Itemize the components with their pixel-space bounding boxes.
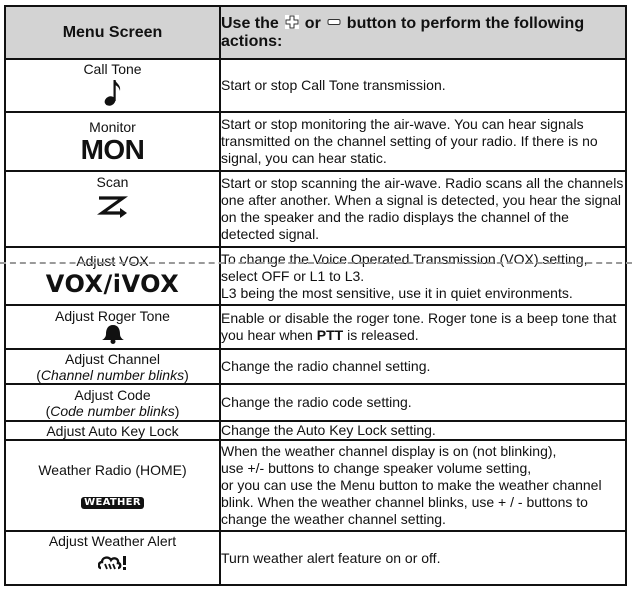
action-text: Enable or disable the roger tone. Roger tone is a beep tone that you hear when (221, 310, 617, 343)
paren: ( (36, 366, 41, 383)
mon-display-icon: MON (80, 133, 145, 165)
action-line: use +/- buttons to change speaker volume setting, (221, 460, 532, 476)
action-cell (220, 305, 626, 349)
action-line: L3 being the most sensitive, use it in quiet environments. (221, 284, 573, 301)
menu-screen-cell (5, 247, 220, 305)
header-row (5, 6, 626, 59)
row-label: Weather Radio (HOME) (38, 462, 187, 478)
action-cell: Turn weather alert feature on or off. (220, 531, 626, 585)
table-row (5, 421, 626, 440)
paren: ) (174, 402, 180, 419)
table-row (5, 247, 626, 305)
action-cell: Change the radio code setting. (220, 384, 626, 421)
menu-screen-cell (5, 440, 220, 531)
action-cell: Change the Auto Key Lock setting. (220, 421, 626, 440)
minus-button-icon (327, 15, 341, 29)
row-sublabel (6, 403, 219, 419)
table-row (5, 384, 626, 421)
action-cell (220, 247, 626, 305)
menu-screen-cell: Adjust Auto Key Lock (5, 421, 220, 440)
header-actions (220, 6, 626, 59)
sublabel-italic: Code number blinks (50, 402, 175, 419)
weather-badge-icon: WEATHER (81, 497, 144, 509)
row-label: Adjust Code (74, 386, 151, 403)
table-row (5, 531, 626, 585)
paren: ) (184, 366, 189, 383)
menu-table (4, 5, 627, 586)
action-cell: Start or stop Call Tone transmission. (220, 59, 626, 112)
row-label: Scan (96, 174, 129, 190)
music-note-icon (104, 77, 122, 110)
action-text: is released. (347, 327, 419, 343)
menu-screen-cell (5, 531, 220, 585)
action-line: To change the Voice Operated Transmission (VOX) setting, select OFF or L1 to L3. (221, 250, 588, 284)
action-cell (220, 440, 626, 531)
row-label: Adjust Roger Tone (55, 307, 170, 324)
header-or-text: or (304, 14, 321, 32)
menu-screen-cell (5, 171, 220, 247)
header-prefix-text: Use the (221, 14, 279, 32)
paren: ( (45, 402, 51, 419)
scan-arrow-icon (96, 194, 130, 223)
bell-icon (101, 324, 125, 347)
table-row (5, 440, 626, 531)
weather-alert-icon (98, 554, 128, 575)
table-row (5, 59, 626, 112)
row-label: Call Tone (83, 61, 142, 77)
menu-screen-cell (5, 349, 220, 384)
table-row (5, 171, 626, 247)
row-label: Adjust VOX (76, 253, 149, 269)
menu-screen-cell (5, 384, 220, 421)
header-menu-screen: Menu Screen (5, 6, 220, 59)
row-sublabel (6, 367, 219, 383)
ptt-label: PTT (316, 327, 344, 343)
row-label: Adjust Channel (65, 350, 160, 367)
action-cell: Start or stop scanning the air-wave. Radio scans all the channels one after another. When a signal is detected, you hear the signal on the speaker and the radio displays the channel of the detected signal. (220, 171, 626, 247)
action-line: When the weather channel display is on (not blinking), (221, 443, 557, 459)
row-label: Monitor (89, 118, 136, 135)
menu-screen-cell (5, 59, 220, 112)
action-cell: Change the radio channel setting. (220, 349, 626, 384)
table-row (5, 349, 626, 384)
action-line: or you can use the Menu button to make the weather channel blink. When the weather channel blinks, use + / - buttons to change the weather channel setting. (221, 477, 602, 527)
menu-screen-cell (5, 305, 220, 349)
table-row (5, 112, 626, 171)
plus-button-icon (285, 15, 299, 29)
menu-screen-cell (5, 112, 220, 171)
dashed-cut-line (0, 262, 632, 264)
table-row (5, 305, 626, 349)
sublabel-italic: Channel number blinks (40, 366, 185, 383)
row-label: Adjust Weather Alert (48, 533, 177, 549)
action-cell: Start or stop monitoring the air-wave. You can hear signals transmitted on the channel setting of your radio. If there is no signal, you can hear static. (220, 112, 626, 171)
vox-display-icon: VOX/iVOX (45, 270, 180, 298)
header-suffix-text: button to perform the following actions: (221, 14, 585, 50)
